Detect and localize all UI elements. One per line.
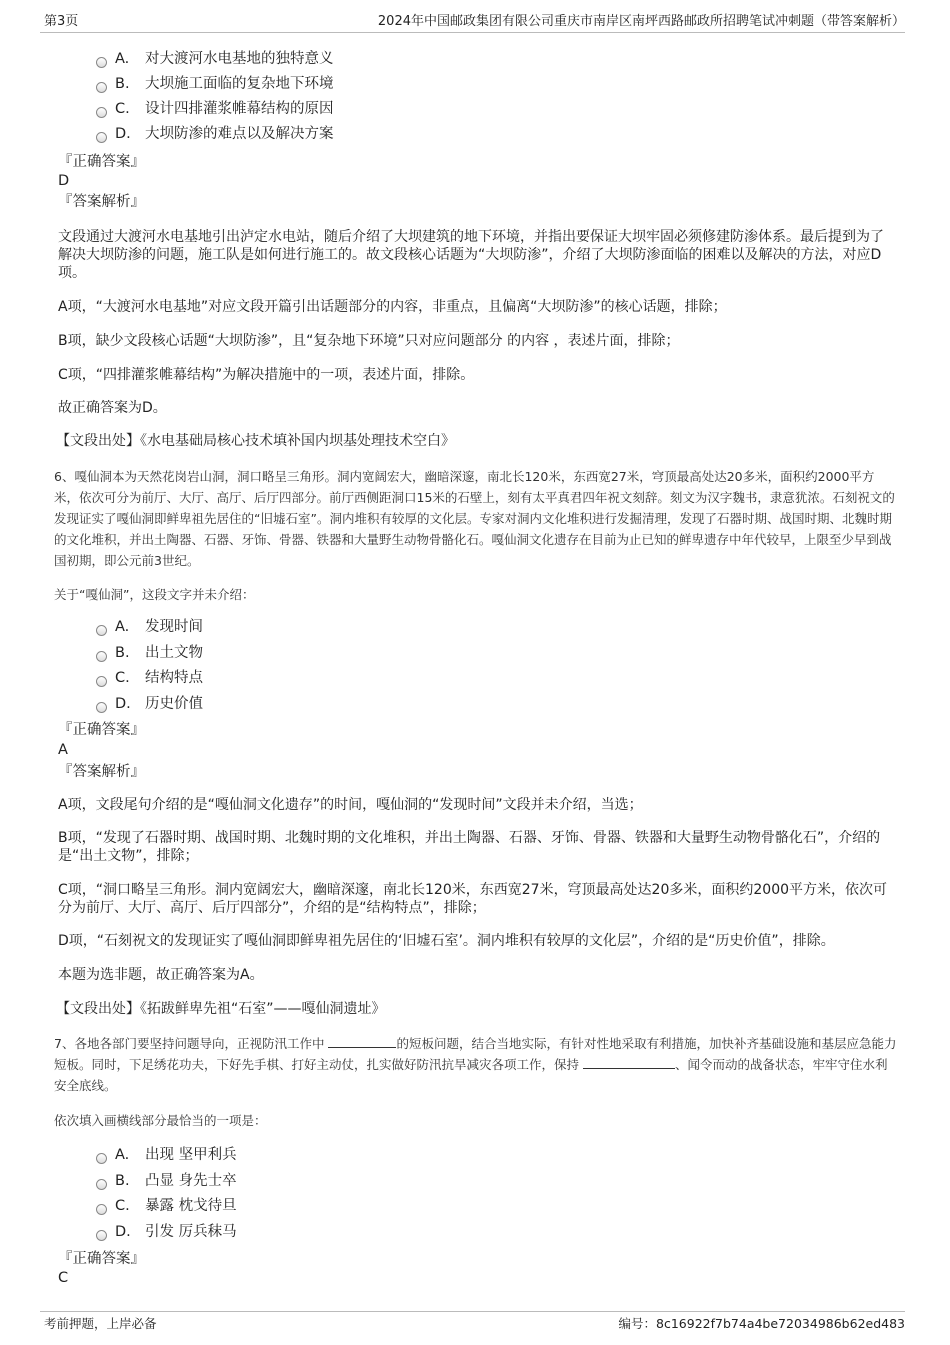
q6-conclusion: 本题为选非题，故正确答案为A。: [58, 967, 264, 983]
q7-stem-part: 、闻令而动的战备状态，牢牢守住水利安全底线。: [54, 1057, 888, 1093]
option-text: 历史价值: [145, 696, 203, 712]
radio-icon[interactable]: [96, 625, 107, 636]
option-letter: A.: [115, 1147, 130, 1163]
page-number: 第3页: [44, 14, 79, 29]
option-text: 结构特点: [145, 670, 203, 686]
q6-option-a[interactable]: [96, 617, 203, 637]
radio-icon[interactable]: [96, 1179, 107, 1190]
option-text: 出现 坚甲利兵: [145, 1147, 237, 1163]
q5-option-a[interactable]: [96, 49, 334, 69]
q5-analysis-c: C项，“四排灌浆帷幕结构”为解决措施中的一项，表述片面，排除。: [58, 367, 475, 383]
option-letter: D.: [115, 696, 131, 712]
q5-answer: D: [58, 173, 70, 189]
radio-icon[interactable]: [96, 1153, 107, 1164]
q6-analysis-c: C项，“洞口略呈三角形。洞内宽阔宏大，幽暗深邃，南北长120米，东西宽27米，穹顶最高处达20多米，面积约2000平方米，依次可分为前厅、大厅、高厅、后厅四部分”，介绍的是“结构特点”，排除；: [58, 882, 888, 916]
radio-icon[interactable]: [96, 676, 107, 687]
q7-stem: [54, 1033, 899, 1096]
option-text: 凸显 身先士卒: [145, 1173, 237, 1189]
option-letter: A.: [115, 619, 130, 635]
option-letter: A.: [115, 51, 130, 67]
q7-option-a[interactable]: [96, 1145, 237, 1165]
document-title: 2024年中国邮政集团有限公司重庆市南岸区南坪西路邮政所招聘笔试冲刺题（带答案解析）: [377, 14, 905, 29]
q5-option-b[interactable]: [96, 74, 334, 94]
q7-question: 依次填入画横线部分最恰当的一项是：: [54, 1113, 267, 1128]
option-letter: C.: [115, 101, 130, 117]
answer-label: 『正确答案』: [58, 154, 145, 170]
q6-option-b[interactable]: [96, 643, 203, 663]
radio-icon[interactable]: [96, 1204, 107, 1215]
header-divider: [40, 32, 905, 33]
radio-icon[interactable]: [96, 651, 107, 662]
option-letter: B.: [115, 76, 130, 92]
radio-icon[interactable]: [96, 132, 107, 143]
option-text: 出土文物: [145, 645, 203, 661]
q6-option-c[interactable]: [96, 668, 203, 688]
q5-analysis-a: A项，“大渡河水电基地”对应文段开篇引出话题部分的内容，非重点，且偏离“大坝防渗”的核心话题，排除；: [58, 299, 727, 315]
footer-slogan: 考前押题，上岸必备: [44, 1316, 157, 1331]
q7-answer: C: [58, 1270, 69, 1286]
q5-option-d[interactable]: [96, 124, 334, 144]
q6-option-d[interactable]: [96, 694, 203, 714]
q5-option-c[interactable]: [96, 99, 334, 119]
q5-analysis-summary: 文段通过大渡河水电基地引出泸定水电站，随后介绍了大坝建筑的地下环境，并指出要保证大坝牢固必须修建防渗体系。最后提到为了解决大坝防渗的问题，施工队是如何进行施工的。故文段核心话题为“大坝防渗”，介绍了大坝防渗面临的困难以及解决的方法，对应D项。: [58, 229, 884, 281]
option-text: 大坝防渗的难点以及解决方案: [145, 126, 334, 142]
option-text: 引发 厉兵秣马: [145, 1224, 237, 1240]
option-text: 设计四排灌浆帷幕结构的原因: [145, 101, 334, 117]
q7-option-d[interactable]: [96, 1222, 237, 1242]
radio-icon[interactable]: [96, 702, 107, 713]
analysis-label: 『答案解析』: [58, 194, 145, 210]
q7-option-b[interactable]: [96, 1171, 237, 1191]
q7-option-c[interactable]: [96, 1196, 237, 1216]
q7-stem-part: 的短板问题，结合当地实际，有针对性地采取有利措施，加快补齐基础设施和基层应急能力短板。同时，下足绣花功夫，下好先手棋、打好主动仗，扎实做好防汛抗旱减灾各项工作，保持: [54, 1036, 897, 1072]
radio-icon[interactable]: [96, 1230, 107, 1241]
q6-analysis-d: D项，“石刻祝文的发现证实了嘎仙洞即鲜卑祖先居住的‘旧墟石室’。洞内堆积有较厚的文化层”，介绍的是“历史价值”，排除。: [58, 933, 835, 949]
footer-divider: [40, 1311, 905, 1312]
radio-icon[interactable]: [96, 107, 107, 118]
radio-icon[interactable]: [96, 82, 107, 93]
q5-source: 【文段出处】《水电基础局核心技术填补国内坝基处理技术空白》: [56, 433, 455, 449]
option-text: 发现时间: [145, 619, 203, 635]
q5-analysis-b: B项，缺少文段核心话题“大坝防渗”，且“复杂地下环境”只对应问题部分 的内容 ，表述片面，排除；: [58, 333, 680, 349]
option-letter: C.: [115, 670, 130, 686]
answer-label: 『正确答案』: [58, 722, 145, 738]
q6-source: 【文段出处】《拓跋鲜卑先祖“石室”——嘎仙洞遗址》: [56, 1001, 386, 1017]
radio-icon[interactable]: [96, 57, 107, 68]
q6-stem: 6、嘎仙洞本为天然花岗岩山洞，洞口略呈三角形。洞内宽阔宏大，幽暗深邃，南北长120米，东西宽27米，穹顶最高处达20多米，面积约2000平方米，依次可分为前厅、大厅、高厅、后厅四部分。前厅西侧距洞口15米的石壁上，刻有太平真君四年祝文刻辞。刻文为汉字魏书，隶意犹浓。石刻祝文的发现证实了嘎仙洞即鲜卑祖先居住的“旧墟石室”。洞内堆积有较厚的文化层。专家对洞内文化堆积进行发掘清理，发现了石器时期、战国时期、北魏时期的文化堆积，并出土陶器、石器、牙饰、骨器、铁器和大量野生动物骨骼化石。嘎仙洞文化遗存在目前为止已知的鲜卑遗存中年代较早，上限至少早到战国初期，即公元前3世纪。: [54, 469, 895, 568]
option-letter: D.: [115, 126, 131, 142]
option-letter: B.: [115, 645, 130, 661]
option-text: 大坝施工面临的复杂地下环境: [145, 76, 334, 92]
q6-analysis-b: B项，“发现了石器时期、战国时期、北魏时期的文化堆积，并出土陶器、石器、牙饰、骨器、铁器和大量野生动物骨骼化石”，介绍的是“出土文物”，排除；: [58, 830, 881, 864]
q6-analysis-a: A项，文段尾句介绍的是“嘎仙洞文化遗存”的时间，嘎仙洞的“发现时间”文段并未介绍，当选；: [58, 797, 643, 813]
option-text: 暴露 枕戈待旦: [145, 1198, 237, 1214]
analysis-label: 『答案解析』: [58, 764, 145, 780]
option-letter: D.: [115, 1224, 131, 1240]
fill-blank-1: [328, 1035, 396, 1048]
option-letter: B.: [115, 1173, 130, 1189]
q6-answer: A: [58, 742, 68, 758]
answer-label: 『正确答案』: [58, 1251, 145, 1267]
option-letter: C.: [115, 1198, 130, 1214]
document-id: 编号：8c16922f7b74a4be72034986b62ed483: [618, 1316, 905, 1331]
fill-blank-2: [583, 1056, 675, 1069]
option-text: 对大渡河水电基地的独特意义: [145, 51, 334, 67]
q7-stem-part: 7、各地各部门要坚持问题导向，正视防汛工作中: [54, 1036, 329, 1051]
q6-question: 关于“嘎仙洞”，这段文字并未介绍：: [54, 587, 255, 602]
q5-conclusion: 故正确答案为D。: [58, 400, 167, 416]
